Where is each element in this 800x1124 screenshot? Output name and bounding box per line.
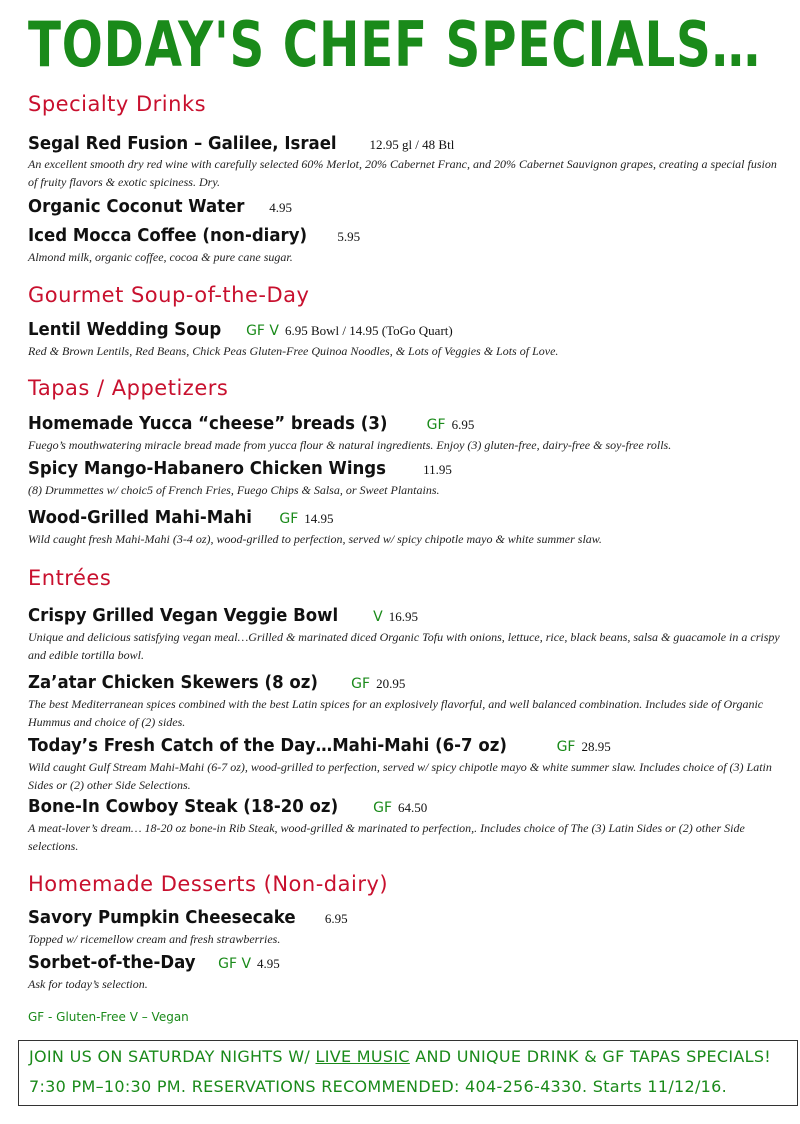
menu-item-soup xyxy=(28,319,453,340)
promo-line-2: 7:30 PM–10:30 PM. RESERVATIONS RECOMMENDED: 404-256-4330. Starts 11/12/16. xyxy=(29,1077,728,1096)
item-description: Topped w/ ricemellow cream and fresh strawberries. xyxy=(28,932,281,946)
item-description: Almond milk, organic coffee, cocoa & pure cane sugar. xyxy=(28,250,293,264)
item-name: Organic Coconut Water xyxy=(28,196,245,217)
item-name: Lentil Wedding Soup xyxy=(28,319,222,340)
item-price: 11.95 xyxy=(423,462,452,477)
item-name: Homemade Yucca “cheese” breads (3) xyxy=(28,413,388,434)
item-price: 6.95 xyxy=(324,911,348,926)
diet-tags: GF xyxy=(556,739,576,755)
item-price: 12.95 gl / 48 Btl xyxy=(369,137,455,152)
item-price: 5.95 xyxy=(337,229,361,244)
item-name: Sorbet-of-the-Day xyxy=(28,952,196,973)
section-heading-tapas: Tapas / Appetizers xyxy=(28,376,229,400)
diet-tags: GF xyxy=(426,417,446,433)
promo-text: JOIN US ON SATURDAY NIGHTS W/ xyxy=(29,1047,316,1066)
live-music-link[interactable]: LIVE MUSIC xyxy=(315,1047,410,1066)
item-name: Wood-Grilled Mahi-Mahi xyxy=(28,507,252,528)
menu-item-pumpkin xyxy=(28,907,348,928)
item-description: A meat-lover’s dream… 18-20 oz bone-in Rib Steak, wood-grilled & marinated to perfection,. Includes choice of The (3) Latin Sides or (2) other Side selections. xyxy=(28,821,745,853)
promo-line-1 xyxy=(29,1047,771,1066)
item-price: 28.95 xyxy=(581,739,611,754)
item-name: Segal Red Fusion – Galilee, Israel xyxy=(28,133,337,154)
item-description: Ask for today’s selection. xyxy=(28,977,148,991)
section-heading-drinks: Specialty Drinks xyxy=(28,92,207,116)
page-title: TODAY'S CHEF SPECIALS… xyxy=(28,8,761,81)
menu-item-coconut xyxy=(28,196,292,217)
item-name: Crispy Grilled Vegan Veggie Bowl xyxy=(28,605,339,626)
promo-box xyxy=(18,1040,798,1106)
diet-tags: V xyxy=(373,609,383,625)
item-price: 4.95 xyxy=(257,956,280,971)
menu-item-steak xyxy=(28,796,427,817)
item-description: Wild caught fresh Mahi-Mahi (3-4 oz), wood-grilled to perfection, served w/ spicy chipotle mayo & white summer slaw. xyxy=(28,532,602,546)
diet-tags: GF xyxy=(351,676,371,692)
item-description: Fuego’s mouthwatering miracle bread made from yucca flour & natural ingredients. Enjoy (3) gluten-free, dairy-free & soy-free rolls. xyxy=(28,438,672,452)
section-heading-soup: Gourmet Soup-of-the-Day xyxy=(28,283,310,307)
menu-item-sorbet xyxy=(28,952,280,973)
diet-tags: GF xyxy=(373,800,393,816)
item-price: 16.95 xyxy=(388,609,418,624)
item-price: 14.95 xyxy=(304,511,334,526)
item-name: Bone-In Cowboy Steak (18-20 oz) xyxy=(28,796,339,817)
item-name: Za’atar Chicken Skewers (8 oz) xyxy=(28,672,318,693)
menu-item-wings xyxy=(28,458,452,479)
item-name: Today’s Fresh Catch of the Day…Mahi-Mahi (6-7 oz) xyxy=(28,735,507,756)
item-price: 4.95 xyxy=(269,200,293,215)
section-heading-entrees: Entrées xyxy=(28,566,112,590)
item-name: Savory Pumpkin Cheesecake xyxy=(28,907,296,928)
item-price: 20.95 xyxy=(376,676,406,691)
menu-item-yucca xyxy=(28,413,474,434)
promo-text: AND UNIQUE DRINK & GF TAPAS SPECIALS! xyxy=(409,1047,772,1066)
item-description: Wild caught Gulf Stream Mahi-Mahi (6-7 oz), wood-grilled to perfection, served w/ spicy chipotle mayo & white summer slaw. Includes choice of (3) Latin Sides or (2) other Side Selections. xyxy=(28,760,772,792)
diet-legend: GF - Gluten-Free V – Vegan xyxy=(28,1010,189,1024)
menu-item-mocca xyxy=(28,225,360,246)
item-price: 6.95 Bowl / 14.95 (ToGo Quart) xyxy=(285,323,453,338)
menu-item-wine xyxy=(28,133,454,154)
diet-tags: GF V xyxy=(246,323,279,339)
item-name: Iced Mocca Coffee (non-diary) xyxy=(28,225,308,246)
item-price: 64.50 xyxy=(398,800,428,815)
menu-item-vegan-bowl xyxy=(28,605,418,626)
item-price: 6.95 xyxy=(451,417,475,432)
item-description: Red & Brown Lentils, Red Beans, Chick Peas Gluten-Free Quinoa Noodles, & Lots of Veggies & Lots of Love. xyxy=(28,344,559,358)
diet-tags: GF xyxy=(279,511,299,527)
item-name: Spicy Mango-Habanero Chicken Wings xyxy=(28,458,387,479)
menu-item-catch xyxy=(28,735,611,756)
item-description: The best Mediterranean spices combined with the best Latin spices for an explosively flavorful, and well balanced combination. Includes side of Organic Hummus and choice of (2) sides. xyxy=(28,697,764,729)
item-description: An excellent smooth dry red wine with carefully selected 60% Merlot, 20% Cabernet Franc, and 20% Cabernet Sauvignon grapes, creating a special fusion of fruity flavors & exotic spiciness. Dry. xyxy=(28,157,777,189)
diet-tags: GF V xyxy=(218,956,252,972)
item-description: Unique and delicious satisfying vegan meal…Grilled & marinated diced Organic Tofu with onions, lettuce, rice, black beans, salsa & guacamole in a crispy and edible tortilla bowl. xyxy=(28,630,780,662)
menu-item-zaatar xyxy=(28,672,405,693)
section-heading-desserts: Homemade Desserts (Non-dairy) xyxy=(28,872,389,896)
menu-item-mahi xyxy=(28,507,334,528)
item-description: (8) Drummettes w/ choic5 of French Fries, Fuego Chips & Salsa, or Sweet Plantains. xyxy=(28,483,440,497)
